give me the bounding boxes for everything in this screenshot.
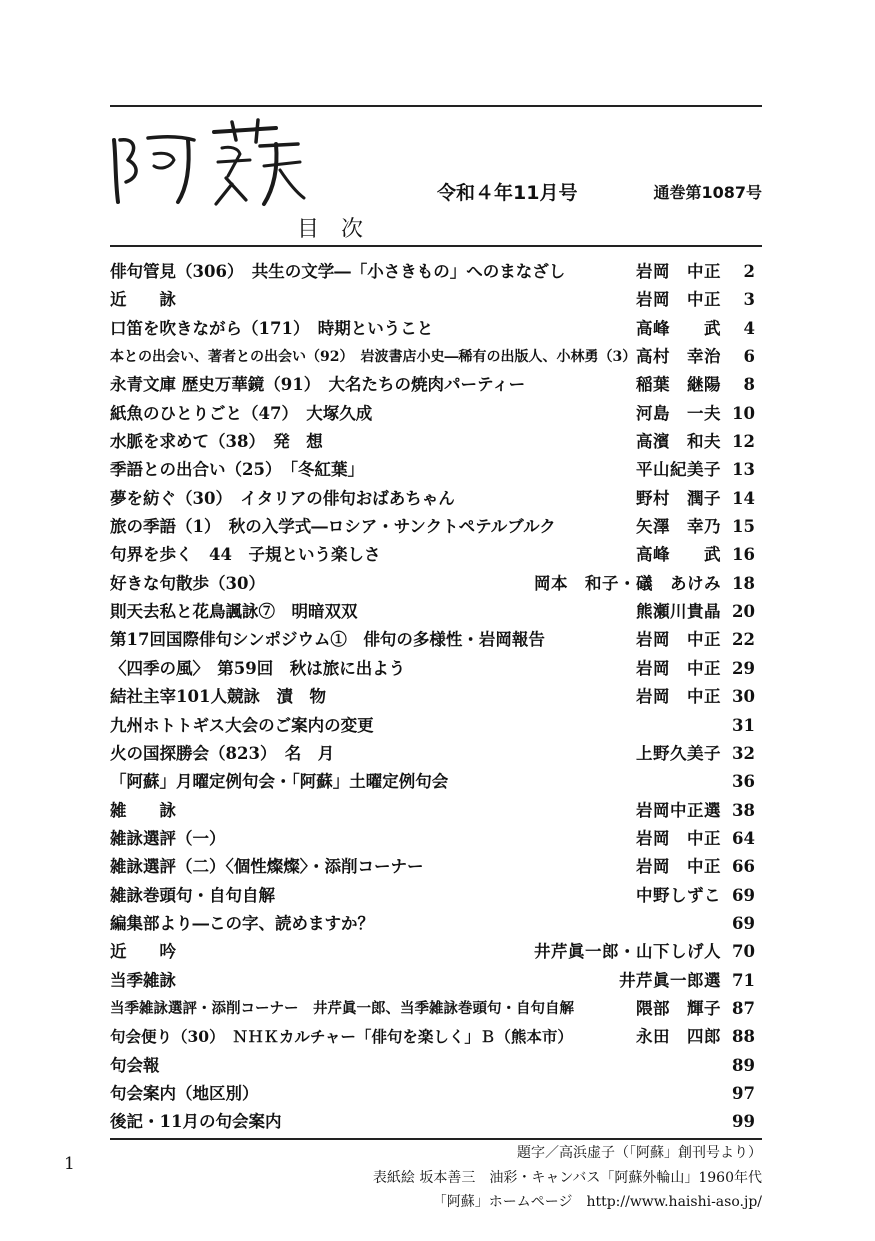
toc-title: 紙魚のひとりごと（47） 大塚久成 — [110, 403, 373, 423]
toc-page: 64 — [732, 828, 755, 848]
toc-page: 87 — [732, 998, 755, 1018]
page-number: 1 — [64, 1154, 75, 1174]
toc-author: 岡本 和子・礒 あけみ — [534, 573, 721, 593]
toc-row — [110, 1023, 755, 1051]
toc-title: 水脈を求めて（38） 発 想 — [110, 432, 323, 452]
toc-author: 高村 幸治 — [636, 347, 721, 367]
toc-title: 句会報 — [110, 1055, 160, 1075]
toc-author: 岩岡 中正 — [636, 658, 721, 678]
toc-author: 野村 潤子 — [636, 488, 721, 508]
toc-author: 高峰 武 — [636, 545, 721, 565]
toc-page: 15 — [732, 517, 755, 537]
toc-page: 3 — [743, 290, 755, 310]
toc-title: 近 詠 — [110, 290, 176, 310]
toc-author: 岩岡 中正 — [636, 290, 721, 310]
toc-page: 16 — [732, 545, 755, 565]
toc-row — [110, 967, 755, 995]
toc-title: 夢を紡ぐ（30） イタリアの俳句おばあちゃん — [110, 488, 455, 508]
toc-row — [110, 343, 755, 371]
toc-title: 雑詠巻頭句・自句自解 — [110, 885, 275, 905]
toc-author: 稲葉 継陽 — [636, 375, 721, 395]
toc-author: 井芹眞一郎・山下しげ人 — [534, 942, 721, 962]
toc-page: 20 — [732, 602, 755, 622]
toc-title: 〈四季の風〉 第59回 秋は旅に出よう — [110, 658, 406, 678]
toc-title: 雑詠選評（一） — [110, 828, 226, 848]
toc-row — [110, 428, 755, 456]
toc-page: 71 — [732, 970, 755, 990]
issue-date: 令和４年11月号 — [437, 182, 578, 204]
toc-author: 井芹眞一郎選 — [619, 970, 721, 990]
toc-title: 口笛を吹きながら（171） 時期ということ — [110, 318, 434, 338]
toc-row — [110, 683, 755, 711]
toc-row — [110, 768, 755, 796]
toc-page: 13 — [732, 460, 755, 480]
toc-title: 火の国探勝会（823） 名 月 — [110, 743, 335, 763]
toc-page: 38 — [732, 800, 755, 820]
toc-title: 「阿蘇」月曜定例句会・「阿蘇」土曜定例句会 — [110, 772, 449, 792]
toc-title: 当季雑詠選評・添削コーナー 井芹眞一郎、当季雑詠巻頭句・自句自解 — [110, 999, 574, 1017]
toc-title: 編集部より―この字、読めますか？ — [110, 913, 374, 933]
toc-page: 88 — [732, 1027, 755, 1047]
toc-author: 永田 四郎 — [636, 1027, 721, 1047]
toc-page: 70 — [732, 942, 755, 962]
toc-row — [110, 938, 755, 966]
toc-row — [110, 910, 755, 938]
toc-row — [110, 371, 755, 399]
toc-title: 句界を歩く 44 子規という楽しさ — [110, 545, 381, 565]
toc-author: 岩岡 中正 — [636, 828, 721, 848]
toc-author: 岩岡 中正 — [636, 630, 721, 650]
toc-title: 俳句管見（306） 共生の文学―「小さきもの」へのまなざし — [110, 262, 566, 281]
aso-calligraphy-logo — [108, 118, 308, 210]
homepage-link[interactable]: 「阿蘇」ホームページ http://www.haishi-aso.jp/ — [432, 1194, 762, 1210]
toc-row — [110, 626, 755, 654]
toc-row — [110, 258, 755, 286]
toc-row — [110, 598, 755, 626]
toc-page: 12 — [732, 432, 755, 452]
toc-row — [110, 1108, 755, 1136]
toc-row — [110, 570, 755, 598]
toc-title: 結社主宰101人競詠 漬 物 — [110, 687, 326, 707]
toc-author: 隈部 輝子 — [636, 998, 721, 1018]
footer-rule — [110, 1138, 762, 1140]
toc-author: 高濱 和夫 — [636, 432, 721, 452]
toc-title: 雑 詠 — [110, 800, 176, 820]
toc-title: 当季雑詠 — [110, 970, 176, 990]
toc-row — [110, 400, 755, 428]
toc-row — [110, 513, 755, 541]
toc-row — [110, 1080, 755, 1108]
issue-volume-number: 通巻第1087号 — [653, 183, 762, 202]
toc-title: 好きな句散歩（30） — [110, 573, 265, 593]
toc-row — [110, 797, 755, 825]
toc-page: 18 — [732, 573, 755, 593]
toc-title: 本との出会い、著者との出会い（92） 岩波書店小史―稀有の出版人、小林勇（3） — [110, 349, 637, 366]
toc-page: 99 — [732, 1112, 755, 1132]
toc-row — [110, 995, 755, 1023]
toc-page: 6 — [743, 347, 755, 367]
toc-title: 永青文庫 歴史万華鏡（91） 大名たちの焼肉パーティー — [110, 375, 526, 395]
toc-author: 岩岡中正選 — [636, 800, 721, 820]
toc-page: 30 — [732, 687, 755, 707]
top-rule — [110, 105, 762, 107]
toc-title: 句会便り（30） ＮＨＫカルチャー「俳句を楽しく」Ｂ（熊本市） — [110, 1027, 573, 1047]
toc-page: 32 — [732, 743, 755, 763]
toc-page: 69 — [732, 885, 755, 905]
toc-row — [110, 1052, 755, 1080]
toc-row — [110, 315, 755, 343]
toc-title: 近 吟 — [110, 942, 176, 962]
toc-page: 8 — [743, 375, 755, 395]
toc-page: 31 — [732, 715, 755, 735]
toc-page: 4 — [743, 318, 755, 338]
credits-block — [373, 1141, 762, 1215]
toc-title: 雑詠選評（二）〈個性燦燦〉・添削コーナー — [110, 857, 424, 877]
toc-author: 矢澤 幸乃 — [636, 517, 721, 537]
title-calligraphy-credit: 題字／高浜虚子（「阿蘇」創刊号より） — [517, 1145, 762, 1161]
toc-row — [110, 456, 755, 484]
toc-row — [110, 286, 755, 314]
toc-row — [110, 541, 755, 569]
toc-title: 第17回国際俳句シンポジウム① 俳句の多様性・岩岡報告 — [110, 630, 545, 650]
toc-page: 89 — [732, 1055, 755, 1075]
toc-row — [110, 825, 755, 853]
toc-title: 句会案内（地区別） — [110, 1083, 259, 1103]
toc-author: 岩岡 中正 — [636, 262, 721, 281]
toc-title: 九州ホトトギス大会のご案内の変更 — [110, 715, 374, 735]
toc-page: 22 — [732, 630, 755, 650]
toc-row — [110, 882, 755, 910]
toc-page: 69 — [732, 913, 755, 933]
toc-row — [110, 853, 755, 881]
toc-title: 旅の季語（1） 秋の入学式―ロシア・サンクトペテルブルク — [110, 517, 556, 537]
toc-page: 29 — [732, 658, 755, 678]
toc-author: 岩岡 中正 — [636, 857, 721, 877]
toc-author: 河島 一夫 — [636, 403, 721, 423]
toc-page: 66 — [732, 857, 755, 877]
toc-heading: 目次 — [297, 217, 386, 242]
toc-title: 則天去私と花鳥諷詠⑦ 明暗双双 — [110, 602, 358, 622]
toc-row — [110, 655, 755, 683]
toc-page: 97 — [732, 1083, 755, 1103]
toc-page: 14 — [732, 488, 755, 508]
toc-title: 季語との出合い（25） 「冬紅葉」 — [110, 460, 364, 480]
toc-title: 後記・11月の句会案内 — [110, 1112, 282, 1132]
toc-author: 熊瀬川貴晶 — [636, 602, 721, 622]
table-of-contents — [110, 258, 755, 1137]
toc-row — [110, 485, 755, 513]
toc-author: 上野久美子 — [636, 743, 721, 763]
toc-author: 中野しずこ — [636, 885, 721, 905]
toc-author: 高峰 武 — [636, 318, 721, 338]
toc-row — [110, 740, 755, 768]
toc-author: 平山紀美子 — [636, 460, 721, 480]
toc-page: 2 — [743, 262, 755, 281]
cover-art-credit: 表紙絵 坂本善三 油彩・キャンバス「阿蘇外輪山」1960年代 — [372, 1169, 762, 1186]
toc-page: 10 — [732, 403, 755, 423]
toc-row — [110, 712, 755, 740]
toc-top-rule — [110, 245, 762, 247]
toc-author: 岩岡 中正 — [636, 687, 721, 707]
toc-page: 36 — [732, 772, 755, 792]
